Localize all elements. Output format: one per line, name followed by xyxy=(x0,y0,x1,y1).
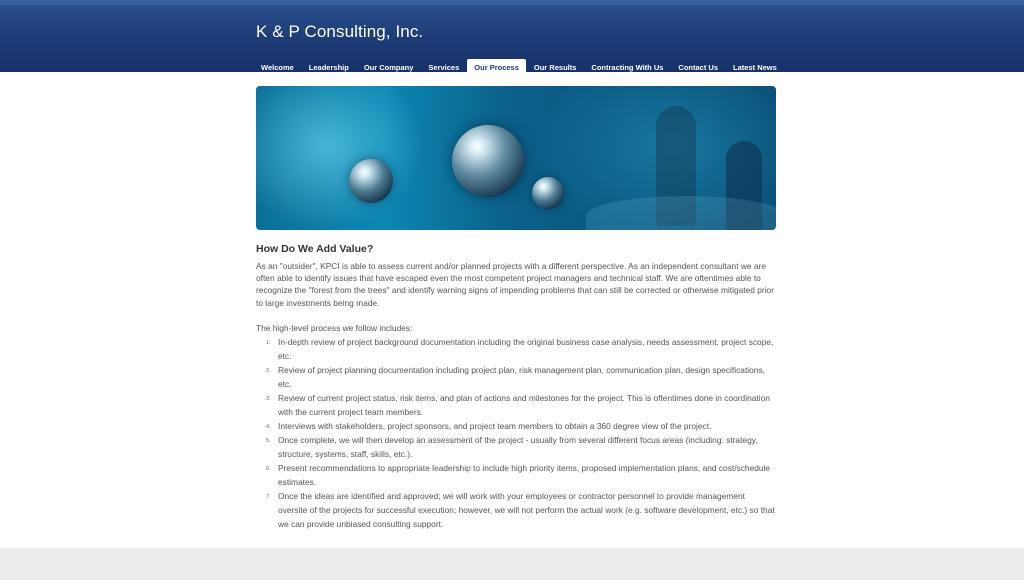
process-step xyxy=(256,336,776,363)
nav-item-our-results[interactable]: Our Results xyxy=(533,63,577,72)
step-text: Present recommendations to appropriate leadership to include high priority items, proposed implementation plans, and cost/schedule estimates. xyxy=(278,463,771,487)
nav-item-our-process[interactable]: Our Process xyxy=(467,59,526,77)
nav-item-contracting-with-us[interactable]: Contracting With Us xyxy=(591,63,664,72)
page-headline: How Do We Add Value? xyxy=(256,243,374,255)
site-title[interactable]: K & P Consulting, Inc. xyxy=(256,22,424,41)
process-list xyxy=(256,336,776,532)
nav-item-services[interactable]: Services xyxy=(428,63,460,72)
process-step xyxy=(256,364,776,391)
process-step xyxy=(256,420,776,434)
step-number: 4. xyxy=(266,423,271,430)
step-number: 2. xyxy=(266,367,271,374)
process-step xyxy=(256,434,776,461)
nav-item-our-company[interactable]: Our Company xyxy=(363,63,414,72)
step-text: Once complete, we will then develop an assessment of the project - usually from several different focus areas (including: strategy, structure, systems, staff, skills, etc.). xyxy=(278,435,758,459)
step-number: 5. xyxy=(266,438,271,445)
banner-table-shape xyxy=(586,196,776,230)
banner-sphere xyxy=(532,177,564,209)
step-number: 3. xyxy=(266,395,271,402)
intro-paragraph: As an "outsider", KPCI is able to assess current and/or planned projects with a different perspective. As an independent consultant we are often able to identify issues that have escaped even the most competent project managers and technical staff. We are oftentimes able to recognize the "forest from the trees" and identify warning signs of impending problems that can still be corrected or otherwise mitigated prior to large investments being made. xyxy=(256,261,775,308)
main-content xyxy=(0,72,1024,548)
process-step xyxy=(256,490,776,531)
step-text: Review of current project status, risk items, and plan of actions and milestones for the project. This is oftentimes done in coordination with the current project team members. xyxy=(278,392,770,417)
step-text: Interviews with stakeholders, project sponsors, and project team members to obtain a 360 degree view of the project. xyxy=(278,420,712,431)
page-footer xyxy=(0,548,1024,580)
site-header xyxy=(0,0,1024,72)
nav-item-latest-news[interactable]: Latest News xyxy=(733,63,777,72)
step-number: 6. xyxy=(266,466,271,473)
process-step xyxy=(256,462,776,489)
process-step xyxy=(256,392,776,419)
nav-item-contact-us[interactable]: Contact Us xyxy=(678,63,719,72)
step-text: Review of project planning documentation including project plan, risk management plan, communication plan, design specifications, etc. xyxy=(278,364,765,389)
banner-sphere xyxy=(349,159,393,203)
nav-item-welcome[interactable]: Welcome xyxy=(261,63,294,72)
step-text: In-depth review of project background documentation including the original business case analysis, needs assessment, project scope, etc. xyxy=(278,337,774,361)
step-text: Once the ideas are identified and approved; we will work with your employees or contractor personnel to provide management oversite of the projects for successful execution; however, we will not perform the actual work (e.g. software development, etc.) so that we can provide unbiased consulting support. xyxy=(278,491,775,529)
step-number: 1. xyxy=(266,340,271,346)
banner-sphere xyxy=(452,125,524,197)
nav-item-leadership[interactable]: Leadership xyxy=(308,63,349,72)
list-intro: The high-level process we follow includes: xyxy=(256,323,413,333)
step-number: 7. xyxy=(266,494,271,501)
banner-image xyxy=(256,86,776,230)
